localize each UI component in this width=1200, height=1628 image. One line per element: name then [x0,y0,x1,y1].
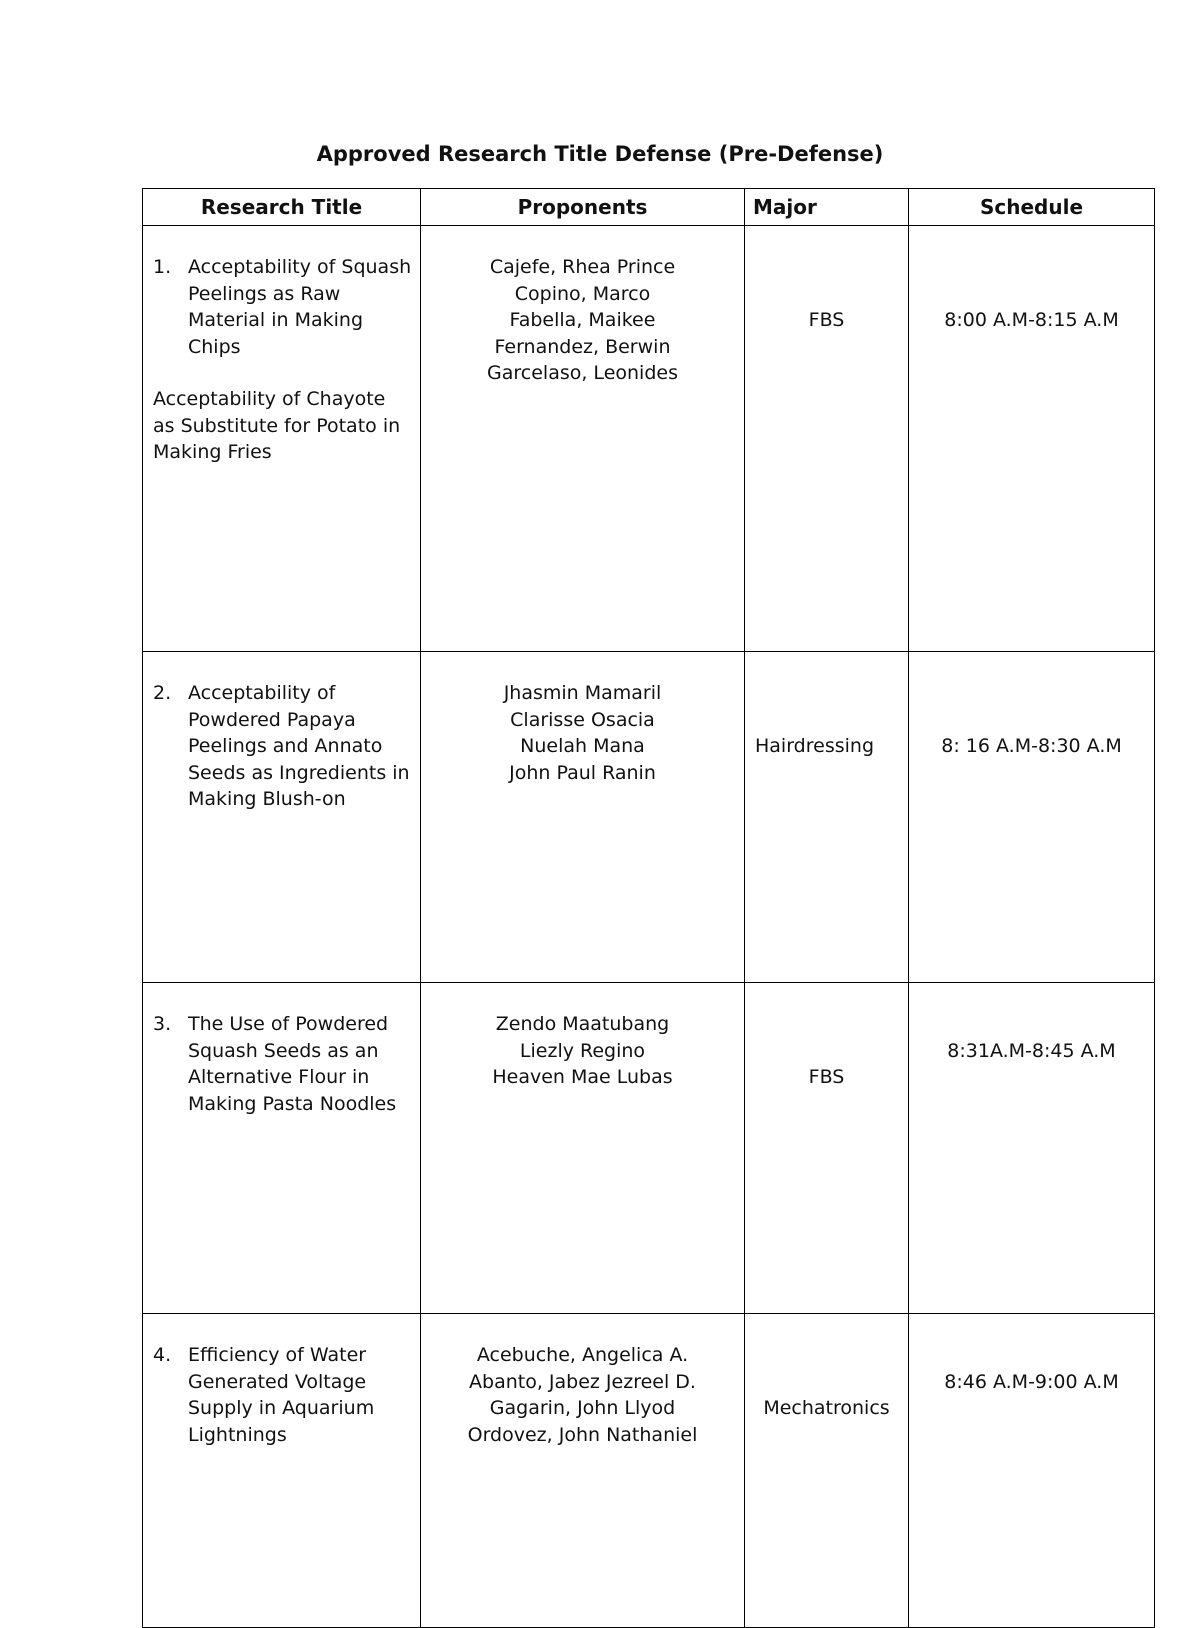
table-row [143,1314,1155,1628]
row-number: 2. [153,682,172,704]
schedule-cell: 8: 16 A.M-8:30 A.M [909,652,1155,983]
research-title-cell [143,1314,421,1628]
table-row [143,983,1155,1314]
proponents-cell [421,983,745,1314]
alternate-research-title: Acceptability of Chayote as Substitute for Potato in Making Fries [153,388,401,463]
research-title-cell [143,652,421,983]
research-title: Efficiency of Water Generated Voltage Supply in Aquarium Lightnings [188,1344,375,1446]
header-major: Major [745,189,909,226]
schedule-cell: 8:31A.M-8:45 A.M [909,983,1155,1314]
row-number: 1. [153,256,172,278]
proponents-cell [421,226,745,652]
research-title-cell [143,983,421,1314]
research-title: Acceptability of Powdered Papaya Peelings and Annato Seeds as Ingredients in Making Blush-on [188,682,410,810]
research-title: Acceptability of Squash Peelings as Raw Material in Making Chips [188,256,412,358]
proponent-name: Heaven Mae Lubas [492,1066,673,1088]
proponent-name: John Paul Ranin [509,761,656,784]
major-cell: FBS [745,226,909,652]
proponent-name: Garcelaso, Leonides [487,362,678,384]
proponent-name: Cajefe, Rhea Prince [489,256,676,278]
proponent-name: Clarisse Osacia [510,708,655,731]
major-cell: Mechatronics [745,1314,909,1628]
document-title: Approved Research Title Defense (Pre-Defense) [316,142,884,166]
proponent-name: Liezly Regino [519,1039,646,1062]
major-cell: Hairdressing [745,652,909,983]
proponent-name: Zendo Maatubang [495,1013,670,1035]
schedule-cell: 8:46 A.M-9:00 A.M [909,1314,1155,1628]
proponent-name: Jhasmin Mamaril [503,682,662,704]
table-header-row [143,189,1155,226]
research-title: The Use of Powdered Squash Seeds as an Alternative Flour in Making Pasta Noodles [188,1013,397,1115]
major-cell: FBS [745,983,909,1314]
proponent-name: Fabella, Maikee [509,309,656,331]
proponent-name: Copino, Marco [514,282,651,305]
proponent-name: Ordovez, John Nathaniel [467,1423,698,1446]
schedule-table [142,188,1155,1628]
header-proponents: Proponents [421,189,745,226]
proponent-name: Gagarin, John Llyod [489,1397,676,1419]
proponent-name: Acebuche, Angelica A. [476,1344,689,1366]
proponent-name: Nuelah Mana [520,735,645,757]
row-number: 3. [153,1013,172,1035]
proponents-cell [421,1314,745,1628]
schedule-cell: 8:00 A.M-8:15 A.M [909,226,1155,652]
proponent-name: Fernandez, Berwin [494,335,671,358]
proponents-cell [421,652,745,983]
proponent-name: Abanto, Jabez Jezreel D. [469,1370,696,1393]
table-row [143,226,1155,652]
header-research-title: Research Title [143,189,421,226]
table-row [143,652,1155,983]
row-number: 4. [153,1344,172,1366]
header-schedule: Schedule [909,189,1155,226]
research-title-cell [143,226,421,652]
